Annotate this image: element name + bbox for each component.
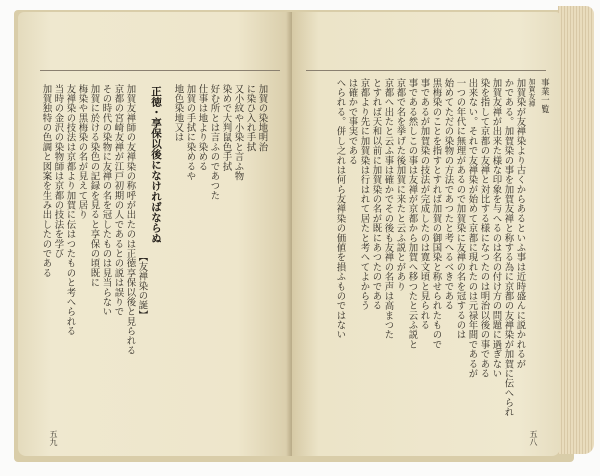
page-number: 五九 xyxy=(49,430,58,446)
right-text-col: とすれば天和以前に加賀染の名が既にあつたのである xyxy=(370,78,382,311)
left-text-col: 地色染地又は xyxy=(172,84,184,143)
right-text-col: かである。加賀染の事を加賀友禅と称する為に京都の友禅染が加賀に伝へられ xyxy=(502,78,514,418)
right-text-col: 事である然しこの事は友禅が京都から加賀へ移つたと云ふ説と xyxy=(406,78,418,350)
left-text-col: 加賀独特の色調と図案を生み出したのである xyxy=(40,84,52,278)
left-text-col: 加賀の手拭に染めるや xyxy=(184,84,196,181)
right-text-col: 黒梅染のことを指すとすれば加賀の御国染と称せられたもので xyxy=(430,78,442,350)
left-text-col: 染めで大判鼠色手拭 xyxy=(220,84,232,172)
right-page-top-rule xyxy=(306,70,546,71)
left-text-col: に染ひ入れ手拭 xyxy=(244,84,256,152)
left-text-col: 好む所とは言ふのであつた xyxy=(208,84,220,201)
left-text-col: 加賀友禅師の友禅染の称呼が出たのは正徳享保以後と見られる xyxy=(124,84,136,356)
section-heading: 正徳・享保以後になければならぬ xyxy=(150,86,162,244)
left-text-col: 加賀の染地明治 xyxy=(256,84,268,152)
left-text-col: 友禅染の技法は京都より加賀に伝はつたものと考へられる xyxy=(64,84,76,336)
left-text-col: 当時の金沢の染物師は京都の技法を学び xyxy=(52,84,64,259)
left-page-top-rule xyxy=(40,70,280,71)
left-text-col: 加賀に於ける染色の記録を見ると享保の頃既に xyxy=(88,84,100,288)
running-header: 事業一覧 xyxy=(539,78,550,114)
right-text-col: 事であるが加賀染の技法が完成したのは寛文頃と見られる xyxy=(418,78,430,330)
left-text-col: 梅染や黒梅染の名が見えて居り xyxy=(76,84,88,220)
right-text-col: 京都より先に加賀染は行はれて居たと考へてよからう xyxy=(358,78,370,311)
right-text-col: 一つの年代に無理があるので加賀染に友禅の名を冠するのは xyxy=(454,78,466,340)
left-text-col: 京都の宮崎友禅が江戸初期の人であるとの説は誤りで xyxy=(112,84,124,317)
right-text-col: 加賀染が友禅染より古くからあるといふ事は近時盛んに説かれるが xyxy=(514,78,526,369)
heading-note: 【友禅染の誕】 xyxy=(136,252,148,320)
right-text-col: 染を指して京都の友禅と対比する様になつたのは明治以後の事である xyxy=(478,78,490,379)
left-text-col: その時代の染物に友禅の名を冠したものは見当らない xyxy=(100,84,112,317)
right-text-col: 加賀友禅が出来た様な印象を与へるのは名の付け方の問題に過ぎない xyxy=(490,78,502,379)
left-text-col: 又小紋や小染と言ふ物 xyxy=(232,84,244,181)
right-text-col: 京都へ出たと云ふ事は確かでその後も友禅の名声は高まつた xyxy=(382,78,394,340)
right-text-col: 出来ない。それで友禅染が始めて京都に現れたのは元禄年間であるが xyxy=(466,78,478,379)
right-text-col: 京都で名を挙げた後加賀に来たと云ふ説とがあり xyxy=(394,78,406,292)
page-edges xyxy=(558,6,594,454)
left-text-col: 仕事は地より染める xyxy=(196,84,208,172)
right-text-col: 始めてただの染物の方法であつたと考へるべきである xyxy=(442,78,454,311)
page-number: 五八 xyxy=(529,430,538,446)
right-text-col: は確かで事実である xyxy=(346,78,358,166)
running-header-sub: 加賀友禅 xyxy=(528,78,536,108)
right-text-col: へられる。併し之れは何ら友禅染の価値を損ふものではない xyxy=(334,78,346,340)
left-page xyxy=(18,12,292,456)
right-page xyxy=(292,12,560,456)
